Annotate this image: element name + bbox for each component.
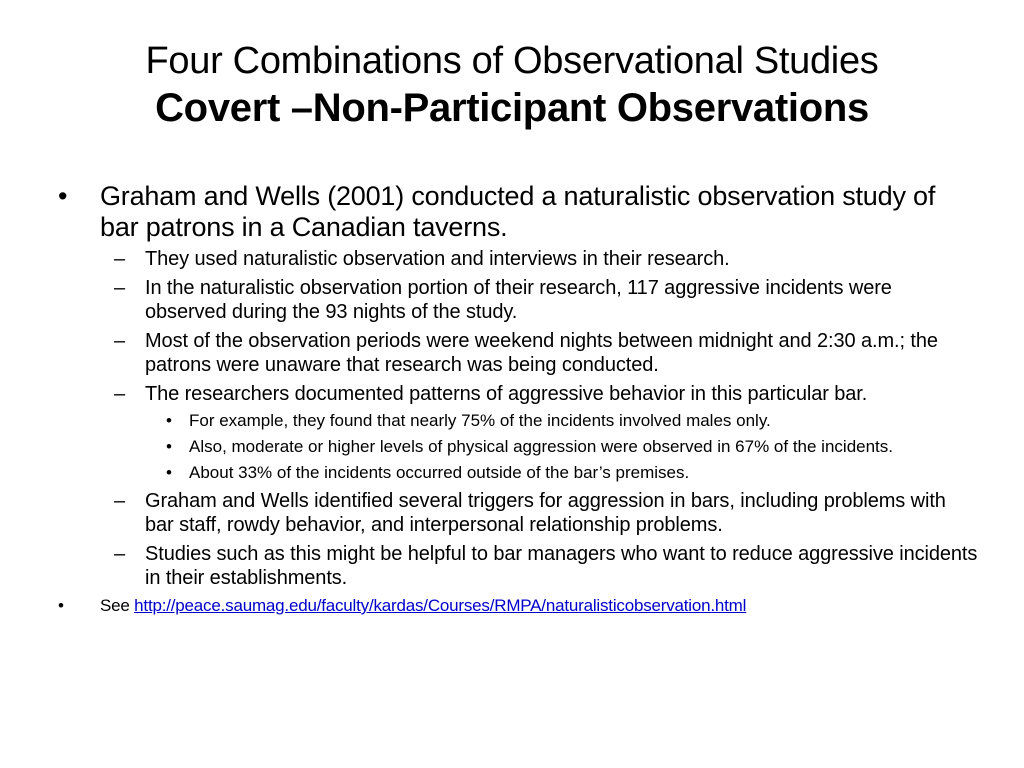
sub-bullet-text: The researchers documented patterns of aggressive behavior in this particular bar.: [145, 383, 868, 405]
sub-sub-bullet-text: For example, they found that nearly 75% of the incidents involved males only.: [189, 411, 771, 430]
slide-title: [40, 38, 984, 132]
bullet-see: [58, 595, 978, 617]
sub-bullet-text: Graham and Wells identified several triggers for aggression in bars, including problems with bar staff, rowdy behavior, and interpersonal relationship problems.: [145, 490, 946, 536]
dash-icon: –: [114, 330, 126, 352]
sub-bullet-text: Most of the observation periods were weekend nights between midnight and 2:30 a.m.; the patrons were unaware that research was being conducted.: [145, 330, 938, 376]
title-line-2: Covert –Non-Participant Observations: [155, 86, 869, 130]
sub-bullet: [58, 276, 978, 324]
sub-bullet: [58, 247, 978, 271]
bullet-dot-icon: •: [166, 411, 172, 430]
sub-bullet: [58, 542, 978, 590]
bullet-dot-icon: •: [58, 596, 64, 615]
sub-sub-bullet: [58, 463, 978, 483]
sub-bullet-text: In the naturalistic observation portion of their research, 117 aggressive incidents were observed during the 93 nights of the study.: [145, 277, 892, 323]
reference-link[interactable]: http://peace.saumag.edu/faculty/kardas/Courses/RMPA/naturalisticobservation.html: [134, 596, 747, 615]
dash-icon: –: [114, 248, 126, 270]
sub-sub-bullet-text: Also, moderate or higher levels of physical aggression were observed in 67% of the incidents.: [189, 437, 893, 456]
sub-bullet: [58, 329, 978, 377]
slide-body: [58, 181, 978, 621]
bullet-dot-icon: •: [166, 437, 172, 456]
sub-bullet: [58, 382, 978, 406]
sub-sub-bullet-text: About 33% of the incidents occurred outside of the bar’s premises.: [189, 463, 690, 482]
sub-bullet-text: They used naturalistic observation and interviews in their research.: [145, 248, 730, 270]
sub-sub-bullet: [58, 411, 978, 431]
bullet-main: [58, 181, 978, 243]
bullet-dot-icon: •: [58, 181, 68, 211]
bullet-dot-icon: •: [166, 463, 172, 482]
title-line-1: Four Combinations of Observational Studies: [145, 40, 879, 82]
see-prefix: See: [100, 596, 135, 615]
bullet-main-text: Graham and Wells (2001) conducted a naturalistic observation study of bar patrons in a Canadian taverns.: [100, 181, 936, 242]
sub-bullet-text: Studies such as this might be helpful to bar managers who want to reduce aggressive incidents in their establishments.: [145, 543, 978, 589]
sub-bullet: [58, 489, 978, 537]
sub-sub-bullet: [58, 437, 978, 457]
dash-icon: –: [114, 543, 126, 565]
dash-icon: –: [114, 277, 126, 299]
dash-icon: –: [114, 383, 126, 405]
dash-icon: –: [114, 490, 126, 512]
